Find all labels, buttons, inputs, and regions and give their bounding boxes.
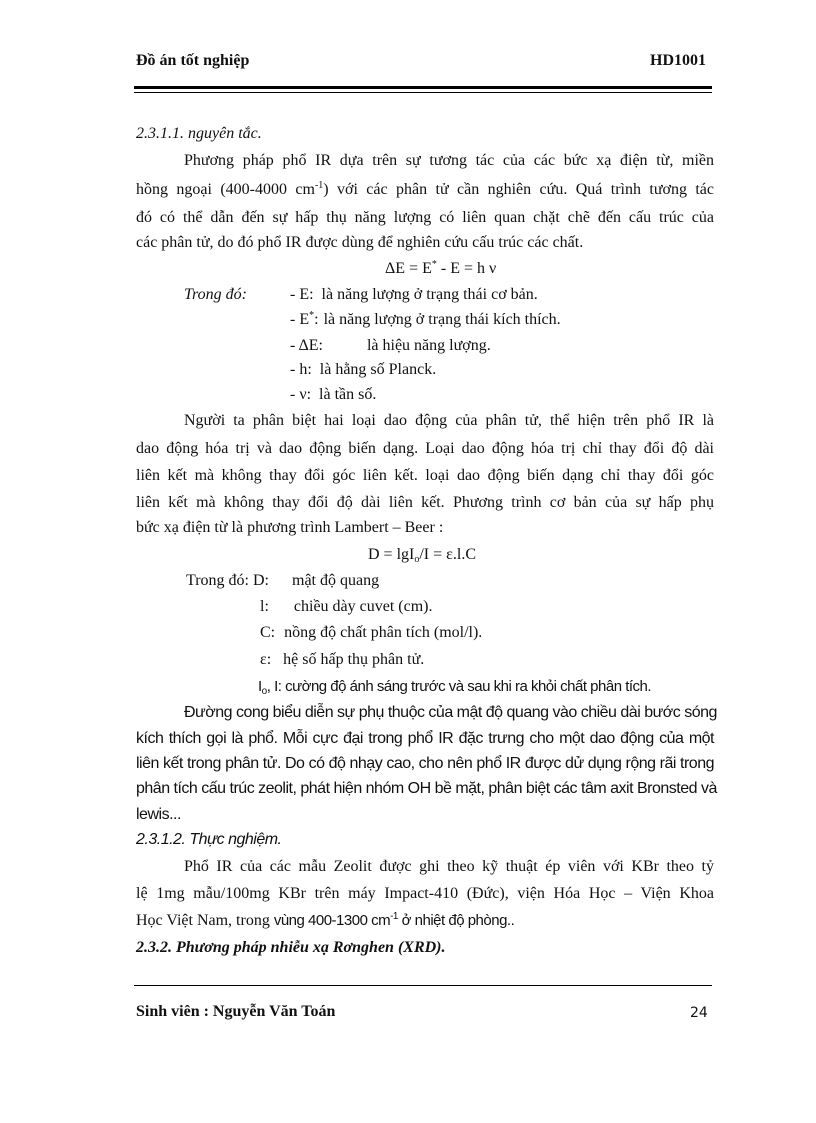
paragraph-line: liên kết mà không thay đổi góc liên kết. loại dao động biến dạng chỉ thay đổi góc: [136, 467, 714, 484]
student-name: Sinh viên : Nguyễn Văn Toán: [136, 1003, 336, 1020]
footer-rule: [134, 985, 712, 986]
paragraph-line: đó có thể dẫn đến sự hấp thụ năng lượng có liên quan chặt chẽ đến cấu trúc của: [136, 209, 714, 226]
definition-item: - E: là năng lượng ở trạng thái cơ bản.: [290, 286, 538, 303]
paragraph-line: Đường cong biểu diễn sự phụ thuộc của mật độ quang vào chiều dài bước sóng: [184, 704, 717, 721]
definition-item: - h: là hằng số Planck.: [290, 361, 437, 378]
where-label: Trong đó:: [184, 286, 247, 303]
definition-item: - ΔE: là hiệu năng lượng.: [290, 337, 491, 354]
paragraph-line: liên kết mà không thay đổi độ dài liên kết. Phương trình cơ bản của sự hấp phụ: [136, 494, 714, 511]
beer-definition: ε: hệ số hấp thụ phân tử.: [260, 651, 425, 668]
header-title: Đồ án tốt nghiệp: [136, 52, 250, 69]
beer-definition: mật độ quang: [292, 572, 380, 589]
section-heading: 2.3.1.1. nguyên tắc.: [136, 125, 262, 142]
header-rule-thin: [134, 92, 712, 93]
equation-energy: ΔE = E* - E = h ν: [385, 259, 497, 277]
beer-where-label: Trong đó: D:: [186, 572, 269, 589]
paragraph-line: Học Việt Nam, trong vùng 400-1300 $cm^{-1}$ ở nhiệt độ phòng..: [136, 911, 515, 929]
paragraph-line: phân tích cấu trúc zeolit, phát hiện nhóm OH bề mặt, phân biệt các tâm axit Bronsted và: [136, 780, 717, 797]
beer-definition: l: chiều dày cuvet (cm).: [260, 598, 433, 615]
paragraph-line: lệ 1mg mẫu/100mg KBr trên máy Impact-410 (Đức), viện Hóa Học – Viện Khoa: [136, 885, 714, 902]
paragraph-line: bức xạ điện từ là phương trình Lambert – Beer :: [136, 519, 444, 536]
paragraph-line: các phân tử, do đó phổ IR được dùng để nghiên cứu cấu trúc các chất.: [136, 234, 584, 251]
paragraph-line: kích thích gọi là phổ. Mỗi cực đại trong phổ IR đặc trưng cho một dao động của một: [136, 730, 714, 747]
paragraph-line: dao động hóa trị và dao động biến dạng. Loại dao động hóa trị chỉ thay đổi độ dài: [136, 440, 714, 457]
equation-beer: D = lgI$_o$/I = ε.l.C: [368, 546, 476, 565]
section-heading-bold: 2.3.2. Phương pháp nhiễu xạ Rơnghen (XRD).: [136, 939, 446, 956]
paragraph-line: Phổ IR của các mẫu Zeolit được ghi theo kỹ thuật ép viên với KBr theo tỷ: [184, 858, 714, 875]
document-code: HD1001: [650, 52, 706, 69]
page-number: 24: [690, 1005, 708, 1021]
definition-item: - ν: là tần số.: [290, 386, 377, 403]
paragraph-line: hồng ngoại (400-4000 $cm^{-1}$) với các phân tử cần nghiên cứu. Quá trình tương tác: [136, 180, 714, 198]
paragraph-line: lewis...: [136, 806, 181, 823]
beer-definition: C: nồng độ chất phân tích (mol/l).: [260, 624, 483, 641]
intensity-definition: $I_o$, I: cường độ ánh sáng trước và sau khi ra khỏi chất phân tích.: [258, 678, 652, 697]
paragraph-line: Người ta phân biệt hai loại dao động của phân tử, thể hiện trên phổ IR là: [184, 412, 714, 429]
definition-item: - E*: là năng lượng ở trạng thái kích thích.: [290, 310, 561, 328]
paragraph-line: liên kết trong phân tử. Do có độ nhạy cao, cho nên phổ IR được dử dụng rộng rãi trong: [136, 755, 714, 772]
paragraph-line: Phương pháp phổ IR dựa trên sự tương tác của các bức xạ điện từ, miền: [184, 152, 714, 169]
header-rule-thick: [134, 86, 712, 89]
section-heading: 2.3.1.2. Thực nghiệm.: [136, 831, 282, 848]
